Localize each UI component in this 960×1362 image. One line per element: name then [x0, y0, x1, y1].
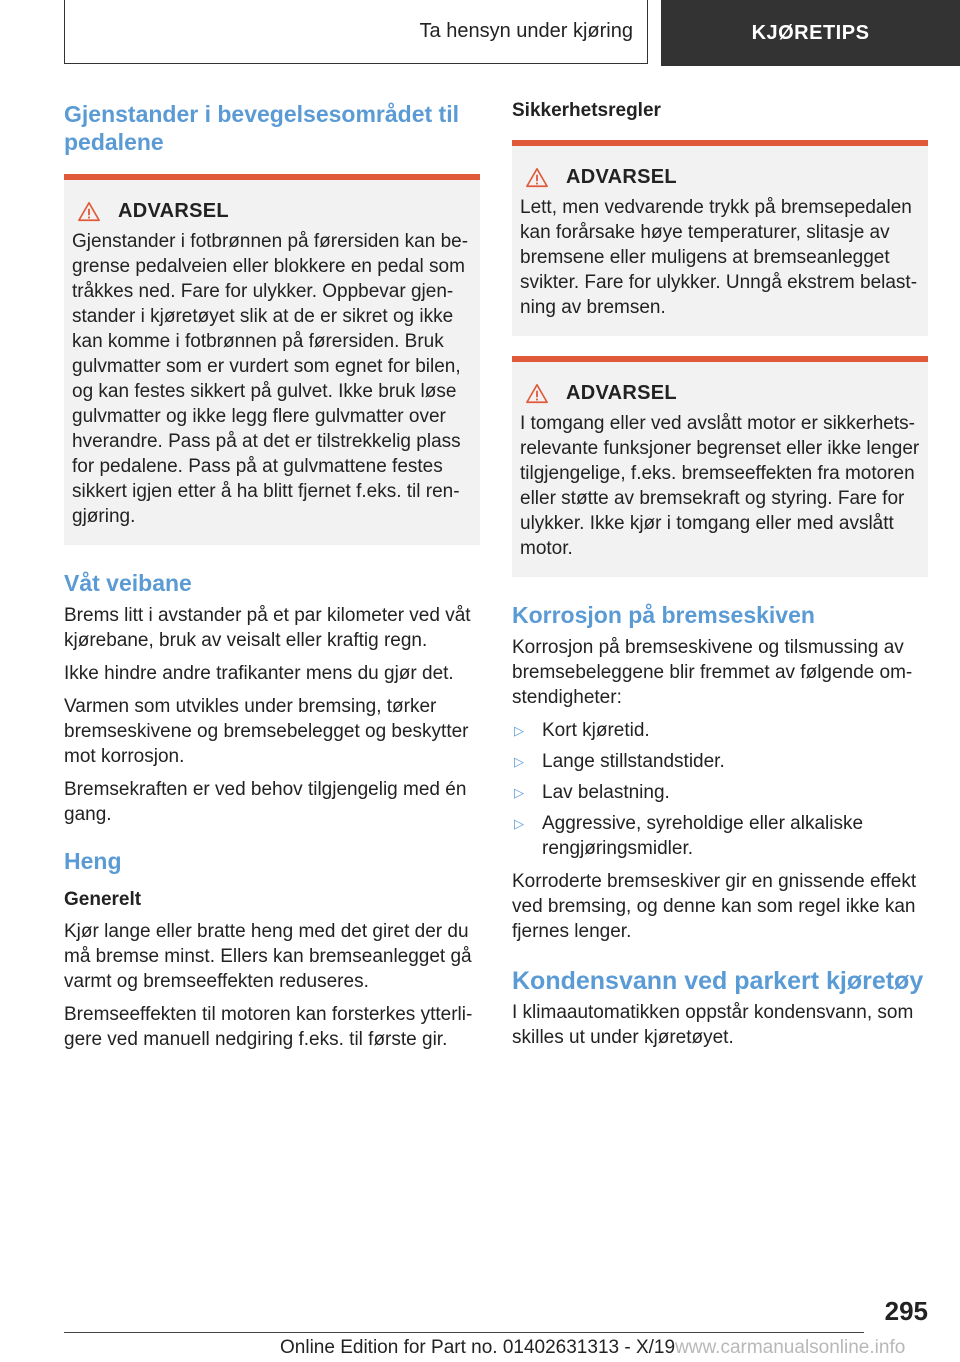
triangle-bullet-icon: ▷ [514, 754, 524, 769]
warning-text: Gjenstander i fotbrønnen på førersiden kan begrense pedalveien eller blokkere en pedal som tråkkes ned. Fare for ulykker. Oppbevar gjenstander i kjøretøyet slik at de er sikret og ikke kan komme i fotbrønnen på førersiden. Bruk gulvmatter som er vurdert som egnet for bilen, og kan festes sikkert på gulvet. Ikke bruk løse gulvmatter og ikke legg flere gulvmatter over hverandre. Pass på at det er tilstrekkelig plass for pedalene. Pass på at gulvmattene festes sikkert igjen etter å ha blitt fjernet f.eks. til rengjøring. [72, 231, 469, 527]
footer-divider [64, 1332, 864, 1333]
paragraph: Varmen som utvikles under bremsing, tørker bremseskivene og bremsebelegget og beskytter mot korrosjon. [64, 696, 469, 767]
warning-triangle-icon [78, 201, 100, 223]
subheading-general: Generelt [64, 889, 142, 910]
topic-slope-title: Heng [64, 848, 122, 874]
list-item [512, 749, 928, 774]
triangle-bullet-icon: ▷ [514, 723, 524, 738]
topic-condensation-title: Kondensvann ved parkert kjøretøy [512, 967, 924, 995]
warning-triangle-icon [526, 383, 548, 405]
watermark-text: www.carmanualsonline.info [675, 1337, 906, 1358]
left-column [64, 100, 480, 1060]
topic-wet-road-title: Våt veibane [64, 570, 192, 596]
warning-label: ADVARSEL [118, 200, 229, 222]
warning-header [72, 200, 472, 223]
paragraph: Korrosjon på bremseskivene og tilsmussing av bremsebeleggene blir fremmet av følgende omstendigheter: [512, 637, 913, 708]
list-item [512, 780, 928, 805]
page-number: 295 [884, 1296, 928, 1326]
paragraph: Brems litt i avstander på et par kilometer ved våt kjørebane, bruk av veisalt eller kraftig regn. [64, 605, 471, 651]
footer-edition [280, 1337, 905, 1359]
paragraph: Bremsekraften er ved behov tilgjengelig med én gang. [64, 779, 467, 825]
topic-corrosion-title: Korrosjon på bremseskiven [512, 602, 815, 628]
list-item [512, 811, 928, 861]
paragraph: Korroderte bremseskiver gir en gnissende effekt ved bremsing, og denne kan som regel ikke kan fjernes lenger. [512, 871, 917, 942]
corrosion-list [512, 718, 928, 861]
warning-header [520, 382, 920, 405]
triangle-bullet-icon: ▷ [514, 785, 524, 800]
list-item-text: Lav belastning. [542, 782, 670, 803]
warning-text: I tomgang eller ved avslått motor er sikkerhetsrelevante funksjoner begrenset eller ikke lenger tilgjengelige, f.eks. bremseeffekten fra motoren eller støtte av bremsekraft og styring. Fare for ulykker. Ikke kjør i tomgang eller med avslått motor. [520, 413, 920, 559]
edition-text: Online Edition for Part no. 01402631313 - X/19 [280, 1337, 676, 1358]
warning-label: ADVARSEL [566, 382, 677, 404]
warning-box-idle [512, 356, 928, 577]
paragraph: Ikke hindre andre trafikanter mens du gjør det. [64, 663, 454, 684]
list-item-text: Lange stillstandstider. [542, 751, 725, 772]
triangle-bullet-icon: ▷ [514, 816, 524, 831]
warning-text: Lett, men vedvarende trykk på bremsepedalen kan forårsake høye temperaturer, slitasje av bremsene eller muligens at bremseanlegget svikter. Fare for ulykker. Unngå ekstrem belastning av bremsen. [520, 197, 918, 318]
topic-pedals-title: Gjenstander i bevegelsesområdet til pedalene [64, 101, 459, 155]
list-item-text: Kort kjøretid. [542, 720, 650, 741]
paragraph: Bremseeffekten til motoren kan forsterkes ytterligere ved manuell nedgiring f.eks. til første gir. [64, 1004, 473, 1050]
warning-label: ADVARSEL [566, 166, 677, 188]
paragraph: Kjør lange eller bratte heng med det giret der du må bremse minst. Ellers kan bremseanlegget gå varmt og bremseeffekten reduseres. [64, 921, 472, 992]
right-column [512, 100, 928, 1058]
page-header [64, 0, 960, 66]
warning-box-brake-pressure [512, 140, 928, 336]
chapter-tab: KJØRETIPS [661, 0, 960, 66]
list-item-text: Aggressive, syreholdige eller alkaliske rengjøringsmidler. [542, 813, 864, 859]
paragraph: I klimaautomatikken oppstår kondensvann, som skilles ut under kjøretøyet. [512, 1002, 914, 1048]
subheading-safety: Sikkerhetsregler [512, 100, 661, 121]
section-title: Ta hensyn under kjøring [64, 0, 648, 64]
warning-box-pedals [64, 174, 480, 545]
warning-triangle-icon [526, 167, 548, 189]
warning-header [520, 166, 920, 189]
list-item [512, 718, 928, 743]
